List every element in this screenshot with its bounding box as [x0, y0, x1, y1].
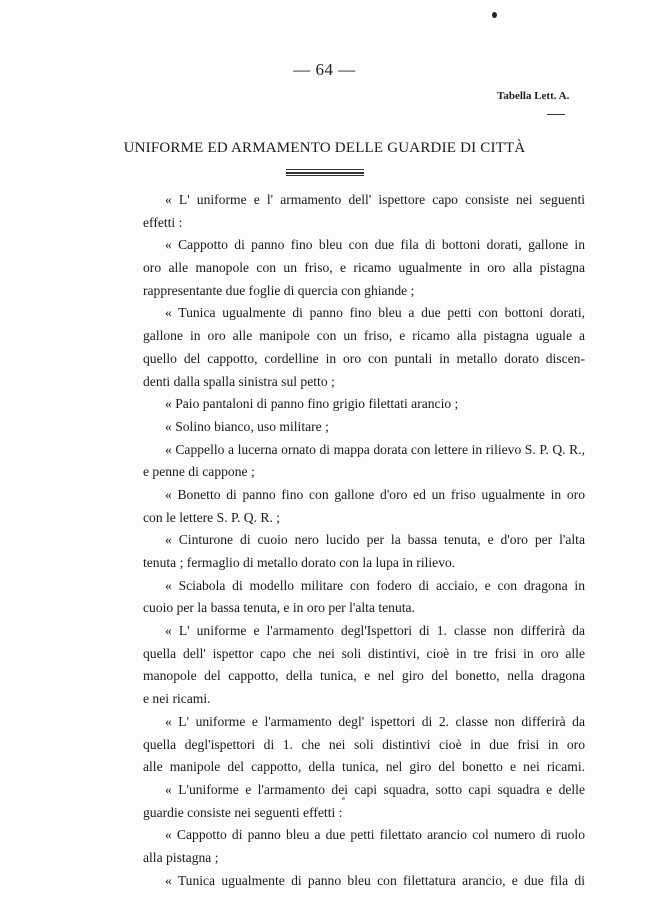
text-line: « Sciabola di modello militare con fodero di acciaio, e con dragona in	[165, 577, 585, 593]
text-line: « Cinturone di cuoio nero lucido per la bassa tenuta, e d'oro per l'alta	[165, 532, 585, 548]
text-line: « Tunica ugualmente di panno fino bleu a due petti con bottoni dorati,	[165, 305, 585, 321]
text-line: quella degl'ispettori di 1. che nei soli distintivi cioè in due frisi in oro	[143, 736, 585, 752]
text-line: « Tunica ugualmente di panno bleu con filettatura arancio, e due fila di	[165, 872, 585, 888]
title-rule-bottom	[286, 175, 364, 176]
text-line: alla pistagna ;	[143, 849, 219, 865]
text-line: « Cappotto di panno bleu a due petti filettato arancio col numero di ruolo	[165, 827, 585, 843]
text-line: « L' uniforme e l' armamento dell' ispettore capo consiste nei seguenti	[165, 192, 585, 207]
body-text	[143, 189, 585, 892]
text-line: « Cappotto di panno fino bleu con due fila di bottoni dorati, gallone in	[165, 237, 585, 253]
table-reference-rule	[547, 114, 565, 115]
text-line: gallone in oro alle manipole con un friso, e ricamo alla pistagna uguale a	[143, 328, 585, 344]
paper-mark	[342, 797, 345, 800]
text-line: tenuta ; fermaglio di metallo dorato con la lupa in rilievo.	[143, 555, 456, 570]
text-line: « Solino bianco, uso militare ;	[165, 418, 329, 434]
title-rule-top	[286, 169, 364, 170]
page-number: — 64 —	[293, 60, 356, 79]
text-line: « L' uniforme e l'armamento degl' ispettori di 2. classe non differirà da	[165, 713, 585, 729]
text-line: guardie consiste nei seguenti effetti :	[143, 804, 343, 820]
ink-speck	[492, 12, 497, 18]
text-line: rappresentante due foglie di quercia con ghiande ;	[143, 282, 415, 298]
text-line: oro alle manopole con un friso, e ricamo ugualmente in oro alla pistagna	[143, 260, 585, 276]
text-line: « L'uniforme e l'armamento dei capi squadra, sotto capi squadra e delle	[165, 781, 585, 797]
text-line: quello del cappotto, cordelline in oro con puntali in metallo dorato discen-	[143, 350, 585, 366]
table-reference: Tabella Lett. A.	[497, 90, 570, 102]
text-line: quella dell' ispettor capo che nei soli distintivi, cioè in tre frisi in oro alle	[143, 645, 585, 661]
text-line: « L' uniforme e l'armamento degl'Ispettori di 1. classe non differirà da	[165, 623, 585, 639]
text-line: e nei ricami.	[143, 691, 211, 707]
text-line: manopole del cappotto, della tunica, e nel giro del bonetto, nella dragona	[143, 668, 585, 684]
text-line: con le lettere S. P. Q. R. ;	[143, 509, 281, 525]
text-line: denti dalla spalla sinistra sul petto ;	[143, 373, 335, 389]
title-rule-middle	[286, 172, 364, 174]
text-line: cuoio per la bassa tenuta, e in oro per l'alta tenuta.	[143, 600, 415, 616]
page-title: UNIFORME ED ARMAMENTO DELLE GUARDIE DI CITTÀ	[123, 140, 526, 156]
text-line: alle manipole del cappotto, della tunica, nel giro del bonetto e nei ricami.	[143, 759, 585, 775]
text-line: « Bonetto di panno fino con gallone d'oro ed un friso ugualmente in oro	[165, 486, 585, 502]
text-line: « Cappello a lucerna ornato di mappa dorata con lettere in rilievo S. P. Q. R.,	[165, 441, 585, 457]
text-line: effetti :	[143, 214, 183, 230]
text-line: e penne di cappone ;	[143, 464, 255, 480]
text-line: « Paio pantaloni di panno fino grigio filettati arancio ;	[165, 396, 459, 412]
